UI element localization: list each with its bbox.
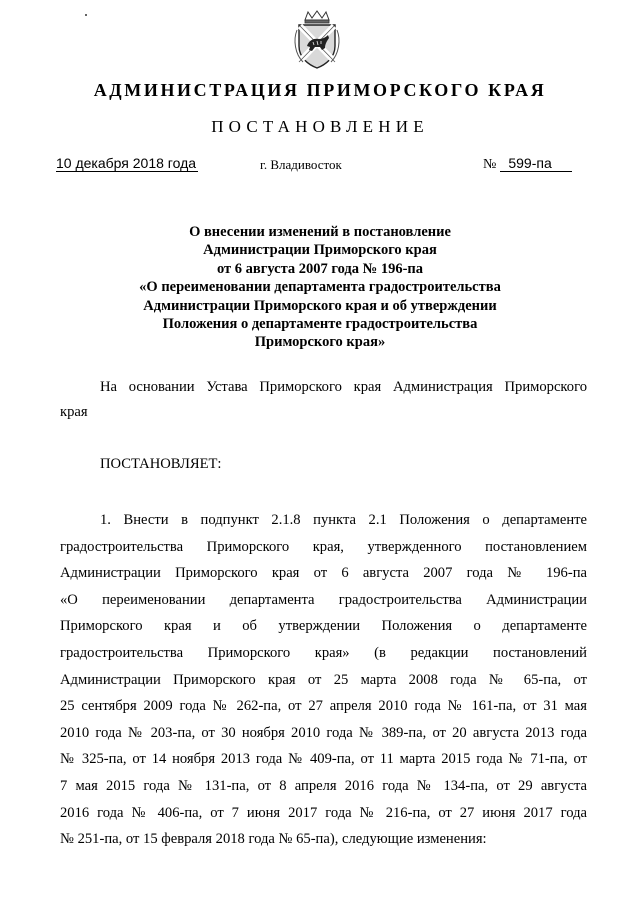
basis-line: На основании Устава Приморского края Администрация Приморского bbox=[100, 379, 587, 395]
clause-line: 25 сентября 2009 года № 262-па, от 27 апреля 2010 года № 161-па, от 31 мая bbox=[60, 698, 587, 715]
subject-line: Администрации Приморского края bbox=[203, 242, 437, 259]
basis-line: края bbox=[60, 404, 88, 420]
subject-line: О внесении изменений в постановление bbox=[189, 224, 451, 240]
clause-line: 7 мая 2015 года № 131-па, от 8 апреля 2016 года № 134-па, от 29 августа bbox=[60, 777, 587, 794]
decree-subject bbox=[110, 223, 530, 352]
clause-line: Приморского края и об утверждении Положения о департаменте bbox=[60, 618, 587, 635]
number-sign: № bbox=[483, 157, 497, 172]
decree-word: ПОСТАНОВЛЯЕТ: bbox=[100, 456, 222, 472]
clause-line: № 325-па, от 14 ноября 2013 года № 409-па, от 11 марта 2015 года № 71-па, от bbox=[60, 751, 587, 768]
clause-line: 2010 года № 203-па, от 30 ноября 2010 года № 389-па, от 20 августа 2013 года bbox=[60, 724, 587, 741]
clause-1-paragraph bbox=[60, 507, 587, 853]
clause-line: градостроительства Приморского края» (в редакции постановлений bbox=[60, 644, 587, 661]
clause-line: «О переименовании департамента градостроительства Администрации bbox=[60, 591, 587, 608]
clause-line: Администрации Приморского края от 6 августа 2007 года № 196-па bbox=[60, 565, 587, 582]
subject-line: Администрации Приморского края и об утверждении bbox=[143, 297, 497, 314]
decree-date: 10 декабря 2018 года bbox=[56, 155, 197, 171]
basis-paragraph bbox=[60, 375, 587, 425]
clause-line: 2016 года № 406-па, от 7 июня 2017 года № 216-па, от 27 июня 2017 года bbox=[60, 804, 587, 821]
clause-line: градостроительства Приморского края, утвержденного постановлением bbox=[60, 538, 587, 555]
coat-of-arms-icon bbox=[291, 10, 343, 70]
subject-line: «О переименовании департамента градостроительства bbox=[139, 279, 501, 296]
scan-speck bbox=[85, 14, 87, 16]
subject-line: Положения о департаменте градостроительства bbox=[162, 316, 478, 333]
clause-line: 1. Внести в подпункт 2.1.8 пункта 2.1 Положения о департаменте bbox=[100, 512, 587, 528]
document-type-heading: ПОСТАНОВЛЕНИЕ bbox=[211, 117, 429, 136]
decree-city: г. Владивосток bbox=[260, 157, 342, 172]
decree-number-field bbox=[483, 155, 572, 173]
decree-number: 599-па bbox=[500, 155, 572, 172]
organization-title: АДМИНИСТРАЦИЯ ПРИМОРСКОГО КРАЯ bbox=[93, 80, 547, 100]
clause-line: № 251-па, от 15 февраля 2018 года № 65-па), следующие изменения: bbox=[60, 831, 487, 848]
subject-line: Приморского края» bbox=[254, 334, 386, 351]
clause-line: Администрации Приморского края от 25 марта 2008 года № 65-па, от bbox=[60, 671, 587, 688]
subject-line: от 6 августа 2007 года № 196-па bbox=[216, 260, 424, 277]
